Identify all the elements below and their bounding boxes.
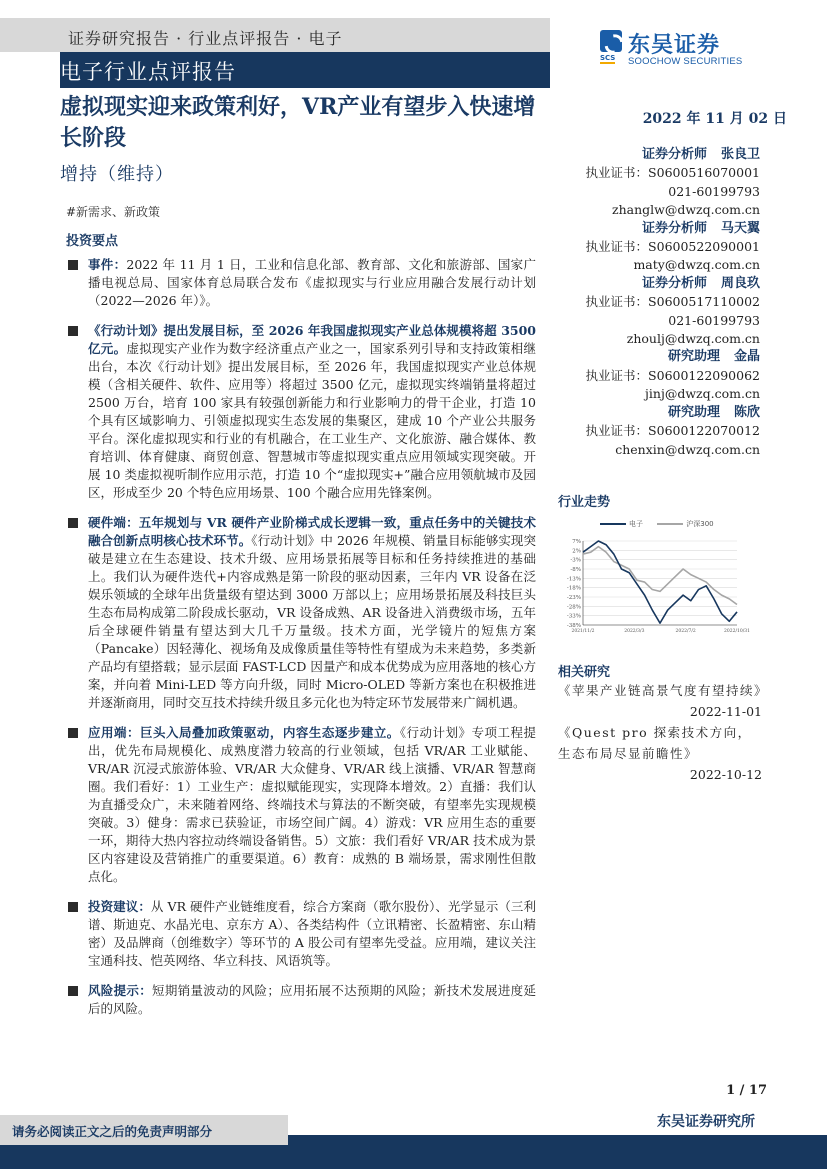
svg-text:7%: 7%	[572, 539, 581, 545]
legend-item	[657, 520, 713, 528]
analyst-cert: 执业证书：S0600516070001	[585, 165, 760, 181]
analyst-email[interactable]: zhanglw@dwzq.com.cn	[611, 202, 760, 218]
analyst-entry	[530, 146, 760, 220]
key-point-text: 虚拟现实产业作为数字经济重点产业之一，国家系列引导和支持政策相继出台，本次《行动计划》提出发展目标，至 2026 年，我国虚拟现实产业总体规模（含相关硬件、软件、应用等）将超过 3500 亿元，虚拟现实终端销量将超过 2500 万台，培育 100 家具有较强创新能力和行业影响力的骨干企业，打造 10 个具有区域影响力、引领虚拟现实生态发展的集聚区，建成 10 个产业公共服务平台。深化虚拟现实和行业的有机融合，在工业生产、文化旅游、融合媒体、教育培训、体育健康、商贸创意、智慧城市等虚拟现实重点应用领域实现突破。开展 10 类虚拟视听制作应用示范，打造 10 个“虚拟现实+”融合应用领航城市及园区，形成至少 20 个特色应用场景、100 个融合应用先锋案例。	[88, 341, 536, 500]
report-date: 2022 年 11 月 02 日	[642, 111, 787, 127]
logo-en-name: SOOCHOW SECURITIES	[628, 56, 743, 67]
bullet-square-icon	[68, 260, 78, 270]
svg-text:-3%: -3%	[570, 557, 581, 564]
analyst-role: 证券分析师	[641, 220, 707, 236]
analyst-cert: 执业证书：S0600517110002	[585, 294, 760, 310]
disclaimer-text: 请务必阅读正文之后的免责声明部分	[12, 1124, 213, 1139]
analyst-name: 张良卫	[720, 147, 760, 162]
related-date: 2022-10-12	[689, 767, 762, 782]
related-title[interactable]: 《Quest pro 探索技术方向，生态布局尽显前瞻性》	[558, 725, 752, 761]
key-point-text: 从 VR 硬件产业链维度看，综合方案商（歌尔股份）、光学显示（三利谱、斯迪克、水晶光电、京东方 A）、各类结构件（立讯精密、长盈精密、东山精密）及品牌商（创维数字）等环节的 A 股公司有望率先受益。应用端，建议关注宝通科技、恺英网络、华立科技、风语筑等。	[88, 899, 536, 968]
key-point-text: 短期销量波动的风险；应用拓展不达预期的风险；新技术发展进度延后的风险。	[88, 983, 536, 1016]
analyst-cert: 执业证书：S0600122070012	[585, 423, 760, 439]
trend-heading: 行业走势	[558, 495, 611, 510]
related-date: 2022-11-01	[689, 704, 762, 719]
related-research-heading: 相关研究	[558, 665, 611, 680]
analyst-role: 证券分析师	[641, 147, 707, 162]
key-point-lead: 风险提示：	[88, 983, 153, 998]
analyst-role: 研究助理	[667, 404, 720, 420]
analyst-phone: 021-60199793	[668, 183, 760, 199]
key-point-lead: 投资建议：	[88, 899, 151, 914]
header-breadcrumb-bar	[0, 18, 550, 52]
key-point	[66, 898, 536, 970]
page-number: 1 / 17	[726, 1083, 767, 1098]
svg-text:2022/3/3: 2022/3/3	[624, 629, 645, 634]
analyst-role: 证券分析师	[641, 275, 707, 291]
key-point	[66, 982, 536, 1018]
svg-text:-33%: -33%	[566, 613, 581, 620]
rating: 增持（维持）	[60, 164, 174, 185]
analyst-name: 马天翼	[720, 220, 760, 236]
svg-text:-8%: -8%	[570, 567, 581, 573]
company-logo	[600, 30, 780, 70]
svg-text:-18%: -18%	[566, 585, 581, 592]
key-point-text: 2022 年 11 月 1 日，工业和信息化部、教育部、文化和旅游部、国家广播电视总局、国家体育总局联合发布《虚拟现实与行业应用融合发展行动计划（2022—2026 年）》。	[88, 257, 536, 308]
analyst-entry	[530, 275, 760, 349]
institute-name: 东吴证券研究所	[657, 1114, 755, 1130]
legend-label: 电子	[629, 520, 643, 528]
report-type-bar	[60, 52, 550, 88]
logo-cn-name: 东吴证券	[628, 33, 721, 58]
key-point	[66, 322, 536, 502]
legend-label: 沪深300	[686, 520, 714, 528]
logo-abbr: SCS	[600, 54, 616, 62]
analyst-email[interactable]: jinj@dwzq.com.cn	[645, 386, 760, 402]
report-type: 电子行业点评报告	[60, 60, 236, 84]
key-point	[66, 514, 536, 712]
report-title: 虚拟现实迎来政策利好，VR产业有望步入快速增长阶段	[60, 94, 536, 151]
analyst-entry	[530, 404, 760, 459]
svg-text:-28%: -28%	[566, 604, 581, 611]
disclaimer-box	[0, 1115, 288, 1145]
legend-swatch-icon	[657, 523, 683, 525]
analyst-name: 金晶	[733, 349, 760, 365]
bullet-square-icon	[68, 902, 78, 912]
key-point-lead: 硬件端：五年规划与 VR 硬件产业阶梯式成长逻辑一致，重点任务中的关键技术融合创新点明核心技术环节。	[88, 515, 536, 548]
bullet-square-icon	[68, 728, 78, 738]
svg-text:2022/10/31: 2022/10/31	[724, 629, 750, 634]
analyst-email[interactable]: zhoulj@dwzq.com.cn	[626, 331, 760, 347]
analyst-entry	[530, 220, 760, 275]
related-title[interactable]: 《苹果产业链高景气度有望持续》	[558, 683, 769, 698]
key-point	[66, 724, 536, 886]
bullet-square-icon	[68, 326, 78, 336]
analyst-name: 陈欣	[733, 404, 760, 420]
analyst-cert: 执业证书：S0600522090001	[585, 239, 760, 255]
analyst-entry	[530, 348, 760, 403]
svg-text:-23%: -23%	[566, 595, 581, 601]
logo-mark-icon	[600, 30, 622, 52]
analyst-email[interactable]: chenxin@dwzq.com.cn	[615, 441, 760, 457]
key-points-heading: 投资要点	[66, 234, 119, 249]
analyst-phone: 021-60199793	[668, 312, 760, 328]
key-points-list	[66, 256, 536, 1030]
analyst-role: 研究助理	[667, 349, 720, 365]
analyst-list	[530, 146, 760, 459]
legend-swatch-icon	[600, 523, 626, 525]
key-point-text: 《行动计划》中 2026 年规模、销量目标能够实现突破是建立在生态建设、技术升级、应用场景拓展等目标和任务持续推进的基础上。我们认为硬件迭代+内容成熟是第一阶段的驱动因素，三年内 VR 设备在泛娱乐领域的全球年出货量级有望达到 3000 万部以上；应用场景拓展及科技巨头生态布局构成第二阶段成长驱动，VR 设备成熟、AR 设备进入消费级市场，五年后全球硬件销量有望达到大几千万量级。技术方面，光学镜片的短焦方案（Pancake）因轻薄化、视场角及成像质量佳等特性有望成为未来趋势，多类新产品均有望搭载；显示层面 FAST-LCD 因量产和成本优势成为应用落地的核心方案，并向着 Mini-LED 等方向升级，同时 Micro-OLED 等新方案也在积极推进并逐渐商用，同时交互技术持续升级且多元化也为特定环节发展带来广阔机遇。	[88, 533, 536, 710]
svg-text:2022/7/2: 2022/7/2	[675, 629, 696, 634]
key-point-lead: 《行动计划》提出发展目标，至 2026 年我国虚拟现实产业总体规模将超 3500 亿元。	[88, 323, 536, 356]
analyst-cert: 执业证书：S0600122090062	[585, 367, 760, 383]
industry-trend-chart	[555, 537, 755, 637]
key-point-lead: 应用端：巨头入局叠加政策驱动，内容生态逐步建立。	[88, 725, 400, 740]
key-point	[66, 256, 536, 310]
breadcrumb: 证券研究报告 · 行业点评报告 · 电子	[68, 29, 343, 48]
tags: #新需求、新政策	[66, 205, 161, 219]
analyst-email[interactable]: maty@dwzq.com.cn	[633, 257, 760, 273]
svg-text:2%: 2%	[572, 548, 581, 555]
svg-text:-13%: -13%	[566, 576, 581, 583]
svg-text:-38%: -38%	[566, 623, 581, 629]
bullet-square-icon	[68, 986, 78, 996]
key-point-lead: 事件：	[88, 257, 127, 272]
bullet-square-icon	[68, 518, 78, 528]
key-point-text: 《行动计划》专项工程提出，优先布局规模化、成熟度潜力较高的行业领域，包括 VR/AR 工业赋能、VR/AR 沉浸式旅游体验、VR/AR 大众健身、VR/AR 线上演播、VR/AR 智慧商圈。我们看好：1）工业生产：虚拟赋能现实，实现降本增效。2）直播：我们认为直播受众广，未来随着网络、终端技术与算法的不断突破，有望率先实现规模突破。3）健身：需求已获验证，市场空间广阔。4）游戏：VR 应用生态的重要一环，期待大热内容拉动终端设备销售。5）文旅：我们看好 VR/AR 技术成为景区内容建设及营销推广的重要渠道。6）教育：成熟的 B 端场景，需求刚性但散点化。	[88, 725, 536, 884]
legend-item	[600, 520, 643, 528]
related-research-list	[558, 680, 769, 785]
chart-legend	[600, 519, 726, 529]
analyst-name: 周良玖	[720, 275, 760, 291]
svg-text:2021/11/2: 2021/11/2	[571, 629, 595, 634]
